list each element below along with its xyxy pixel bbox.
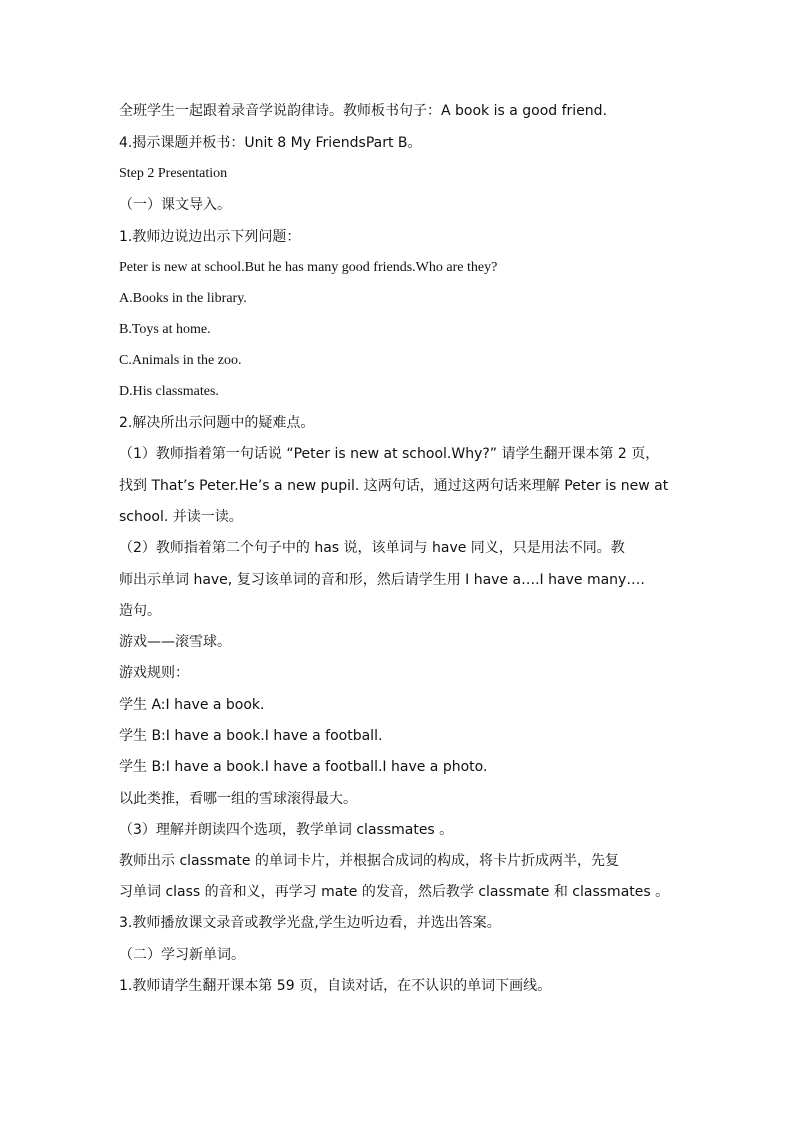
option-line: B.Toys at home. xyxy=(119,322,211,337)
subsection-heading: （二）学习新单词。 xyxy=(119,947,245,963)
option-line: D.His classmates. xyxy=(119,384,219,399)
paragraph-line: （1）教师指着第一句话说 “Peter is new at school.Why?” 请学生翻开课本第 2 页， xyxy=(119,446,660,462)
dialogue-line: 学生 B:I have a book.I have a football.I have a photo. xyxy=(119,759,488,775)
dialogue-line: 学生 B:I have a book.I have a football. xyxy=(119,728,383,744)
section-heading: Step 2 Presentation xyxy=(119,166,228,181)
paragraph-line: （3）理解并朗读四个选项，教学单词 classmates 。 xyxy=(119,822,454,838)
paragraph-line: 造句。 xyxy=(119,603,161,619)
option-line: A.Books in the library. xyxy=(119,291,247,306)
question-line: Peter is new at school.But he has many good friends.Who are they? xyxy=(119,260,498,275)
paragraph-line: 师出示单词 have, 复习该单词的音和形，然后请学生用 I have a….I have many…. xyxy=(119,572,645,588)
paragraph-line: 全班学生一起跟着录音学说韵律诗。教师板书句子：A book is a good friend. xyxy=(119,103,608,119)
paragraph-line: 2.解决所出示问题中的疑难点。 xyxy=(119,415,315,431)
paragraph-line: 习单词 class 的音和义，再学习 mate 的发音，然后教学 classmate 和 classmates 。 xyxy=(119,884,670,900)
subsection-heading: （一）课文导入。 xyxy=(119,197,231,213)
paragraph-line: 3.教师播放课文录音或教学光盘,学生边听边看，并选出答案。 xyxy=(119,915,501,931)
paragraph-line: 1.教师请学生翻开课本第 59 页，自读对话，在不认识的单词下画线。 xyxy=(119,978,552,994)
paragraph-line: 游戏规则： xyxy=(119,665,189,681)
paragraph-line: 以此类推，看哪一组的雪球滚得最大。 xyxy=(119,791,357,807)
dialogue-line: 学生 A:I have a book. xyxy=(119,697,265,713)
paragraph-line: 1.教师边说边出示下列问题： xyxy=(119,229,301,245)
paragraph-line: 找到 That’s Peter.He’s a new pupil. 这两句话，通过这两句话来理解 Peter is new at xyxy=(119,478,669,494)
paragraph-line: 4.揭示课题并板书：Unit 8 My FriendsPart B。 xyxy=(119,135,422,151)
paragraph-line: （2）教师指着第二个句子中的 has 说，该单词与 have 同义，只是用法不同。教 xyxy=(119,540,625,556)
option-line: C.Animals in the zoo. xyxy=(119,353,242,368)
paragraph-line: 游戏——滚雪球。 xyxy=(119,634,231,650)
paragraph-line: school. 并读一读。 xyxy=(119,509,243,525)
paragraph-line: 教师出示 classmate 的单词卡片，并根据合成词的构成，将卡片折成两半，先复 xyxy=(119,853,619,869)
